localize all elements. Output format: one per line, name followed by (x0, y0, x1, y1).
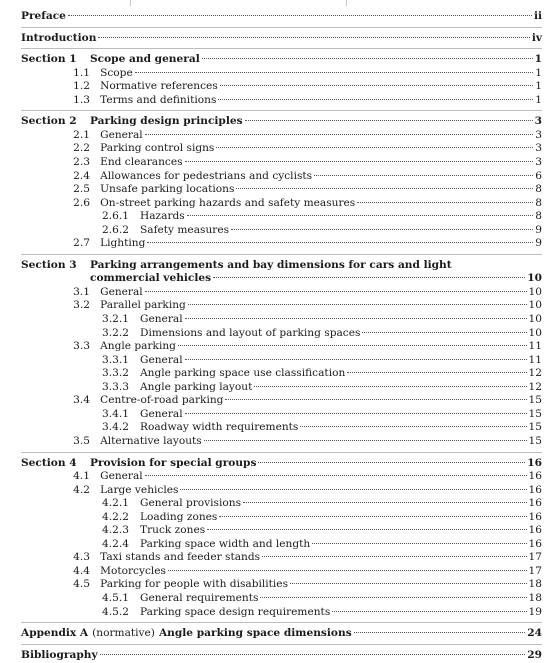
toc-entry-number: 3.4 (73, 394, 90, 407)
toc-subsection-entry[interactable] (21, 224, 542, 238)
toc-page-number: ii (533, 10, 542, 22)
toc-entry-number: 1.3 (73, 93, 90, 106)
toc-subsection-entry[interactable] (21, 408, 542, 422)
toc-clause-entry[interactable] (21, 237, 542, 251)
toc-clause-entry[interactable] (21, 94, 542, 108)
toc-entry-title: Alternative layouts (90, 434, 202, 447)
toc-section-heading[interactable] (21, 259, 542, 273)
toc-entry-number: 2.6.2 (102, 223, 129, 236)
toc-separator (21, 452, 542, 453)
toc-entry-title: Safety measures (140, 223, 230, 236)
toc-leader-dots (204, 440, 527, 441)
toc-page-number: 16 (528, 537, 542, 550)
toc-entry-title: General provisions (140, 497, 242, 510)
toc-leader-dots (168, 570, 527, 571)
toc-subsection-entry[interactable] (21, 538, 542, 552)
toc-clause-entry[interactable] (21, 578, 542, 592)
toc-entry-title: Parking for people with disabilities (90, 578, 289, 591)
toc-leader-dots (220, 85, 533, 86)
toc-page-number: 6 (535, 169, 542, 182)
toc-page-number: 15 (528, 394, 542, 407)
toc-subsection-entry[interactable] (21, 606, 542, 620)
toc-entry-title: Angle parking space dimensions (158, 627, 352, 640)
toc-entry-title: General (90, 128, 143, 141)
toc-page-number: 10 (528, 285, 542, 298)
toc-entry-number: 4.2.3 (102, 524, 129, 537)
toc-subsection-entry[interactable] (21, 497, 542, 511)
toc-entry-number: 4.2.4 (102, 537, 129, 550)
toc-entry-preface[interactable] (21, 10, 542, 24)
toc-page-number: 10 (528, 313, 542, 325)
toc-entry-title: General (140, 407, 183, 420)
toc-page-number: iv (531, 31, 542, 44)
toc-entry-number: 3.2 (73, 299, 90, 312)
toc-entry-title: General (140, 353, 183, 366)
toc-clause-entry[interactable] (21, 156, 542, 170)
toc-page-number: 15 (528, 421, 542, 434)
toc-leader-dots (362, 332, 526, 333)
toc-leader-dots (185, 413, 527, 414)
toc-entry-title: General (90, 285, 143, 298)
toc-entry-number: Section 2 (21, 115, 77, 128)
toc-entry-title: End clearances (90, 155, 183, 168)
toc-entry-number: 1.2 (73, 80, 90, 93)
toc-entry-number: 4.5 (73, 578, 90, 591)
toc-clause-entry[interactable] (21, 67, 542, 81)
toc-page-number: 10 (527, 272, 542, 285)
toc-leader-dots (202, 58, 533, 59)
toc-separator (21, 48, 542, 49)
toc-leader-dots (185, 318, 527, 319)
toc-clause-entry[interactable] (21, 286, 542, 300)
toc-leader-dots (231, 229, 533, 230)
toc-page-number: 16 (528, 524, 542, 537)
toc-entry-title: Parking arrangements and bay dimensions for cars and light (90, 258, 452, 271)
toc-page-number: 3 (535, 128, 542, 141)
toc-entry-number: 2.6.1 (102, 210, 129, 223)
toc-page-number: 1 (535, 93, 542, 106)
toc-page-number: 1 (535, 66, 542, 79)
toc-leader-dots (254, 386, 526, 387)
toc-leader-dots (188, 304, 527, 305)
toc-page-number: 24 (527, 627, 542, 640)
toc-entry-title: Scope and general (90, 53, 200, 66)
toc-entry-title: Truck zones (140, 524, 206, 537)
toc-entry-number: 3.3.2 (102, 367, 129, 380)
toc-entry-title: Provision for special groups (90, 456, 257, 469)
toc-leader-dots (180, 489, 526, 490)
toc-clause-entry[interactable] (21, 565, 542, 579)
toc-section-heading[interactable] (21, 53, 542, 67)
toc-clause-entry[interactable] (21, 170, 542, 184)
toc-clause-entry[interactable] (21, 340, 542, 354)
toc-entry-number: 2.4 (73, 169, 90, 182)
toc-leader-dots (218, 99, 533, 100)
toc-entry-title: Parallel parking (90, 299, 186, 312)
toc-page-number: 1 (534, 53, 542, 66)
toc-page-number: 11 (528, 353, 542, 366)
toc-leader-dots (145, 291, 527, 292)
toc-leader-dots (187, 215, 534, 216)
toc-page-number: 29 (527, 648, 542, 661)
toc-subsection-entry[interactable] (21, 524, 542, 538)
toc-page-number: 15 (528, 434, 542, 447)
toc-clause-entry[interactable] (21, 435, 542, 449)
toc-entry-note: (normative) (92, 627, 155, 640)
toc-entry-title: Parking design principles (90, 115, 243, 128)
toc-subsection-entry[interactable] (21, 592, 542, 606)
toc-entry-title: Roadway width requirements (140, 421, 299, 434)
toc-entry-number: Section 1 (21, 53, 77, 66)
toc-entry-title: Loading zones (140, 510, 218, 523)
toc-entry-number: 3.3.1 (102, 353, 129, 366)
toc-clause-entry[interactable] (21, 299, 542, 313)
toc-leader-dots (216, 147, 533, 148)
toc-entry-title: Centre-of-road parking (90, 394, 224, 407)
toc-leader-dots (243, 502, 526, 503)
toc-page-number: 1 (535, 80, 542, 93)
toc-entry-number: 4.5.2 (102, 605, 129, 618)
toc-section-heading[interactable] (21, 457, 542, 471)
toc-leader-dots (219, 516, 526, 517)
toc-entry-number: 3.3.3 (102, 380, 129, 393)
toc-leader-dots (135, 72, 534, 73)
toc-entry-title: Bibliography (21, 648, 98, 661)
toc-entry-number: 2.5 (73, 183, 90, 196)
toc-leader-dots (312, 543, 526, 544)
toc-leader-dots (68, 15, 532, 16)
toc-entry-title: Parking control signs (90, 142, 215, 155)
toc-subsection-entry[interactable] (21, 381, 542, 395)
toc-page-number: 18 (528, 578, 542, 591)
toc-leader-dots (347, 372, 526, 373)
toc-entry-number: 2.2 (73, 142, 90, 155)
toc-separator (21, 27, 542, 28)
toc-subsection-entry[interactable] (21, 367, 542, 381)
toc-entry-title: Parking space width and length (140, 537, 311, 550)
toc-page-number: 12 (528, 380, 542, 393)
toc-entry-title: Preface (21, 10, 66, 22)
toc-leader-dots (145, 134, 534, 135)
toc-entry-number: 3.4.2 (102, 421, 129, 434)
toc-entry-title: Dimensions and layout of parking spaces (140, 326, 361, 339)
toc-leader-dots (185, 161, 534, 162)
toc-entry-number: 4.2.2 (102, 510, 129, 523)
top-frame-box (130, 0, 347, 6)
toc-leader-dots (262, 556, 526, 557)
toc-entry-number: 4.5.1 (102, 592, 129, 604)
toc-clause-entry[interactable] (21, 394, 542, 408)
toc-page-number: 8 (535, 210, 542, 223)
toc-page-number: 10 (528, 326, 542, 339)
toc-leader-dots (332, 611, 526, 612)
toc-entry-number: 3.5 (73, 434, 90, 447)
toc-page-number: 16 (528, 510, 542, 523)
toc-page-number: 15 (528, 407, 542, 420)
toc-clause-entry[interactable] (21, 484, 542, 498)
toc-entry-title: Hazards (140, 210, 185, 223)
toc-page-number: 12 (528, 367, 542, 380)
toc-clause-entry[interactable] (21, 470, 542, 484)
toc-page-number: 8 (535, 196, 542, 209)
toc-entry-appendix-a[interactable] (21, 627, 542, 641)
toc-entry-title: Terms and definitions (90, 93, 217, 106)
toc-page-number: 16 (528, 483, 542, 496)
toc-clause-entry[interactable] (21, 183, 542, 197)
toc-page-number: 19 (528, 605, 542, 618)
toc-leader-dots (225, 399, 526, 400)
toc-leader-dots (207, 529, 526, 530)
toc-entry-number: 4.1 (73, 470, 90, 483)
toc-entry-title: Angle parking (90, 340, 176, 353)
toc-page-number: 16 (528, 497, 542, 510)
toc-leader-dots (98, 37, 529, 38)
toc-page-number: 17 (528, 551, 542, 564)
toc-subsection-entry[interactable] (21, 511, 542, 525)
toc-entry-title: Taxi stands and feeder stands (90, 551, 261, 564)
toc-entry-number: 3.2.1 (102, 313, 129, 325)
toc-leader-dots (147, 242, 533, 243)
toc-subsection-entry[interactable] (21, 313, 542, 327)
toc-page-number: 18 (528, 592, 542, 604)
toc-page-number: 3 (535, 142, 542, 155)
toc-entry-number: 3.4.1 (102, 407, 129, 420)
toc-page-number: 8 (535, 183, 542, 196)
toc-entry-number: 4.2.1 (102, 497, 129, 510)
toc-leader-dots (290, 583, 527, 584)
toc-clause-entry[interactable] (21, 142, 542, 156)
toc-clause-entry[interactable] (21, 80, 542, 94)
toc-entry-title: Scope (90, 66, 133, 79)
toc-leader-dots (314, 175, 533, 176)
toc-page-number: 10 (528, 299, 542, 312)
toc-section-heading[interactable] (21, 115, 542, 129)
toc-entry-number: 3.2.2 (102, 326, 129, 339)
toc-leader-dots (258, 462, 525, 463)
toc-entry-title: General (140, 313, 183, 325)
toc-clause-entry[interactable] (21, 551, 542, 565)
toc-entry-number: 2.1 (73, 128, 90, 141)
toc-leader-dots (213, 277, 525, 278)
toc-separator (21, 644, 542, 645)
toc-entry-title: Normative references (90, 80, 218, 93)
toc-entry-number: 2.3 (73, 155, 90, 168)
toc-subsection-entry[interactable] (21, 354, 542, 368)
toc-leader-dots (145, 475, 527, 476)
toc-leader-dots (178, 345, 527, 346)
toc-entry-number: 4.2 (73, 483, 90, 496)
toc-entry-title: Lighting (90, 237, 146, 250)
toc-entry-title: Angle parking layout (140, 380, 253, 393)
toc-separator (21, 254, 542, 255)
toc-entry-number: 4.4 (73, 564, 90, 577)
toc-entry-bibliography[interactable] (21, 649, 542, 663)
toc-leader-dots (185, 359, 527, 360)
toc-leader-dots (357, 202, 533, 203)
toc-entry-number: 4.3 (73, 551, 90, 564)
toc-page-number: 3 (535, 155, 542, 168)
toc-entry-number: 3.3 (73, 340, 90, 353)
toc-page-number: 16 (528, 470, 542, 483)
toc-section-heading-cont[interactable] (21, 272, 542, 286)
toc-entry-number: 1.1 (73, 66, 90, 79)
toc-entry-introduction[interactable] (21, 32, 542, 46)
toc-entry-number: Section 4 (21, 456, 77, 469)
toc-entry-title: Motorcycles (90, 564, 166, 577)
toc-entry-number: 2.6 (73, 196, 90, 209)
toc-entry-title: Parking space design requirements (140, 605, 331, 618)
toc-entry-number: 2.7 (73, 237, 90, 250)
toc-page-number: 11 (528, 340, 542, 353)
toc-entry-title: On-street parking hazards and safety measures (90, 196, 356, 209)
toc-clause-entry[interactable] (21, 129, 542, 143)
toc-entry-title: commercial vehicles (90, 272, 212, 285)
toc-subsection-entry[interactable] (21, 327, 542, 341)
toc-leader-dots (100, 654, 526, 655)
toc-leader-dots (260, 597, 526, 598)
toc-page-number: 9 (535, 223, 542, 236)
toc-page-number: 17 (528, 564, 542, 577)
toc-clause-entry[interactable] (21, 197, 542, 211)
toc-entry-title: Large vehicles (90, 483, 179, 496)
toc-entry-title: Angle parking space use classification (140, 367, 346, 380)
toc-page-number: 16 (527, 456, 542, 469)
toc-subsection-entry[interactable] (21, 421, 542, 435)
toc-entry-number: 3.1 (73, 285, 90, 298)
toc-page-number: 3 (534, 115, 542, 128)
toc-entry-title: General requirements (140, 592, 259, 604)
toc-entry-title: Introduction (21, 31, 97, 44)
toc-leader-dots (354, 632, 526, 633)
toc-separator (21, 110, 542, 111)
toc-page-number: 9 (535, 237, 542, 250)
toc-entry-number: Section 3 (21, 258, 77, 271)
toc-leader-dots (245, 120, 533, 121)
toc-entry-title: General (90, 470, 143, 483)
toc-subsection-entry[interactable] (21, 210, 542, 224)
toc-entry-label: Appendix A (21, 627, 89, 640)
toc-leader-dots (236, 188, 533, 189)
toc-leader-dots (300, 426, 526, 427)
toc-entry-title: Unsafe parking locations (90, 183, 235, 196)
toc-entry-title: Allowances for pedestrians and cyclists (90, 169, 313, 182)
